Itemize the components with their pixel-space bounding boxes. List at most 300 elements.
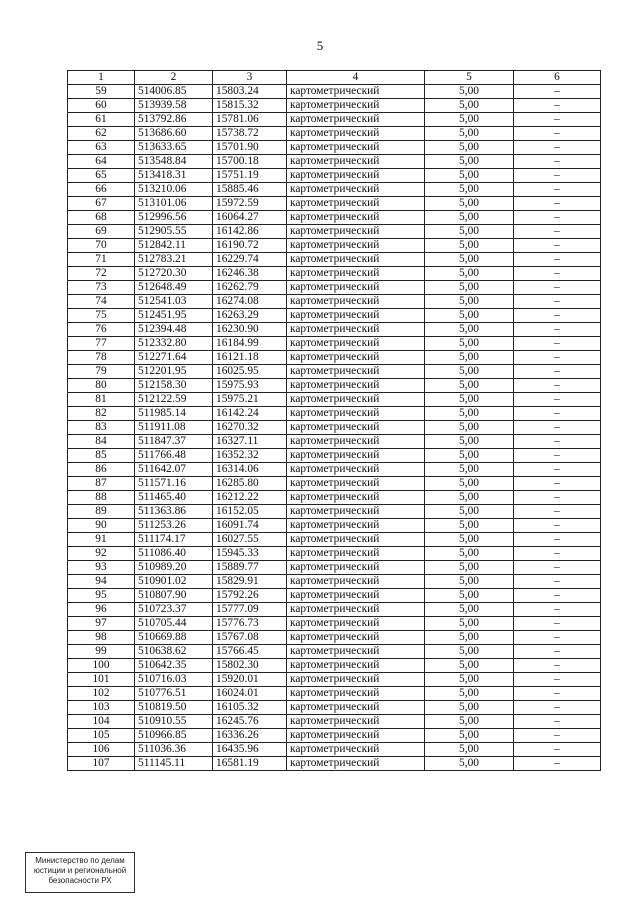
note-cell: – [514,281,601,295]
point-number-cell: 68 [68,211,135,225]
method-cell: картометрический [287,477,425,491]
point-number-cell: 91 [68,533,135,547]
x-coordinate-cell: 512996.56 [135,211,213,225]
point-number-cell: 80 [68,379,135,393]
y-coordinate-cell: 16091.74 [213,519,287,533]
table-row [68,337,601,351]
y-coordinate-cell: 16336.26 [213,729,287,743]
error-cell: 5,00 [425,169,514,183]
point-number-cell: 62 [68,127,135,141]
y-coordinate-cell: 15700.18 [213,155,287,169]
method-cell: картометрический [287,757,425,771]
y-coordinate-cell: 15792.26 [213,589,287,603]
method-cell: картометрический [287,393,425,407]
error-cell: 5,00 [425,519,514,533]
column-header-4: 4 [287,71,425,85]
table-row [68,743,601,757]
method-cell: картометрический [287,687,425,701]
table-row [68,505,601,519]
column-header-5: 5 [425,71,514,85]
coordinates-table [67,70,601,771]
note-cell: – [514,533,601,547]
x-coordinate-cell: 512648.49 [135,281,213,295]
point-number-cell: 85 [68,449,135,463]
method-cell: картометрический [287,645,425,659]
point-number-cell: 84 [68,435,135,449]
x-coordinate-cell: 512451.95 [135,309,213,323]
point-number-cell: 89 [68,505,135,519]
y-coordinate-cell: 16152.05 [213,505,287,519]
note-cell: – [514,617,601,631]
x-coordinate-cell: 513633.65 [135,141,213,155]
note-cell: – [514,757,601,771]
error-cell: 5,00 [425,379,514,393]
x-coordinate-cell: 511363.86 [135,505,213,519]
y-coordinate-cell: 15701.90 [213,141,287,155]
point-number-cell: 77 [68,337,135,351]
table-row [68,183,601,197]
table-row [68,589,601,603]
table-row [68,211,601,225]
y-coordinate-cell: 16314.06 [213,463,287,477]
x-coordinate-cell: 510716.03 [135,673,213,687]
x-coordinate-cell: 512332.80 [135,337,213,351]
error-cell: 5,00 [425,141,514,155]
x-coordinate-cell: 512783.21 [135,253,213,267]
error-cell: 5,00 [425,547,514,561]
method-cell: картометрический [287,463,425,477]
method-cell: картометрический [287,491,425,505]
x-coordinate-cell: 510642.35 [135,659,213,673]
error-cell: 5,00 [425,365,514,379]
note-cell: – [514,85,601,99]
y-coordinate-cell: 15975.21 [213,393,287,407]
x-coordinate-cell: 512905.55 [135,225,213,239]
stamp-line: юстиции и региональной [33,866,127,875]
page-number: 5 [316,38,324,53]
y-coordinate-cell: 15803.24 [213,85,287,99]
error-cell: 5,00 [425,589,514,603]
point-number-cell: 74 [68,295,135,309]
y-coordinate-cell: 16184.99 [213,337,287,351]
table-row [68,127,601,141]
y-coordinate-cell: 16142.24 [213,407,287,421]
error-cell: 5,00 [425,715,514,729]
point-number-cell: 102 [68,687,135,701]
point-number-cell: 93 [68,561,135,575]
note-cell: – [514,337,601,351]
table-row [68,715,601,729]
y-coordinate-cell: 16027.55 [213,533,287,547]
y-coordinate-cell: 16285.80 [213,477,287,491]
table-row [68,673,601,687]
error-cell: 5,00 [425,239,514,253]
error-cell: 5,00 [425,491,514,505]
note-cell: – [514,141,601,155]
x-coordinate-cell: 514006.85 [135,85,213,99]
error-cell: 5,00 [425,687,514,701]
table-row [68,141,601,155]
error-cell: 5,00 [425,463,514,477]
table-row [68,365,601,379]
table-row [68,533,601,547]
error-cell: 5,00 [425,85,514,99]
note-cell: – [514,113,601,127]
method-cell: картометрический [287,99,425,113]
note-cell: – [514,365,601,379]
table-body [68,85,601,771]
point-number-cell: 96 [68,603,135,617]
point-number-cell: 90 [68,519,135,533]
y-coordinate-cell: 15751.19 [213,169,287,183]
error-cell: 5,00 [425,393,514,407]
x-coordinate-cell: 511571.16 [135,477,213,491]
note-cell: – [514,393,601,407]
x-coordinate-cell: 510989.20 [135,561,213,575]
y-coordinate-cell: 15972.59 [213,197,287,211]
x-coordinate-cell: 511911.08 [135,421,213,435]
error-cell: 5,00 [425,267,514,281]
point-number-cell: 70 [68,239,135,253]
y-coordinate-cell: 15738.72 [213,127,287,141]
note-cell: – [514,225,601,239]
table-row [68,519,601,533]
table-row [68,659,601,673]
error-cell: 5,00 [425,197,514,211]
table-row [68,197,601,211]
error-cell: 5,00 [425,505,514,519]
point-number-cell: 69 [68,225,135,239]
x-coordinate-cell: 513418.31 [135,169,213,183]
error-cell: 5,00 [425,155,514,169]
error-cell: 5,00 [425,435,514,449]
point-number-cell: 83 [68,421,135,435]
error-cell: 5,00 [425,561,514,575]
method-cell: картометрический [287,239,425,253]
x-coordinate-cell: 511253.26 [135,519,213,533]
note-cell: – [514,519,601,533]
y-coordinate-cell: 15767.08 [213,631,287,645]
y-coordinate-cell: 16230.90 [213,323,287,337]
table-row [68,253,601,267]
y-coordinate-cell: 16105.32 [213,701,287,715]
table-header-row [68,71,601,85]
point-number-cell: 92 [68,547,135,561]
method-cell: картометрический [287,449,425,463]
y-coordinate-cell: 16246.38 [213,267,287,281]
table-row [68,631,601,645]
note-cell: – [514,295,601,309]
x-coordinate-cell: 510807.90 [135,589,213,603]
point-number-cell: 107 [68,757,135,771]
note-cell: – [514,673,601,687]
y-coordinate-cell: 15815.32 [213,99,287,113]
point-number-cell: 73 [68,281,135,295]
y-coordinate-cell: 15777.09 [213,603,287,617]
method-cell: картометрический [287,435,425,449]
method-cell: картометрический [287,519,425,533]
table-row [68,323,601,337]
error-cell: 5,00 [425,757,514,771]
y-coordinate-cell: 16263.29 [213,309,287,323]
point-number-cell: 106 [68,743,135,757]
x-coordinate-cell: 513939.58 [135,99,213,113]
x-coordinate-cell: 510669.88 [135,631,213,645]
table-row [68,113,601,127]
note-cell: – [514,183,601,197]
method-cell: картометрический [287,575,425,589]
table-row [68,267,601,281]
method-cell: картометрический [287,113,425,127]
note-cell: – [514,239,601,253]
table-row [68,155,601,169]
point-number-cell: 97 [68,617,135,631]
note-cell: – [514,491,601,505]
method-cell: картометрический [287,183,425,197]
table-row [68,295,601,309]
note-cell: – [514,687,601,701]
point-number-cell: 101 [68,673,135,687]
x-coordinate-cell: 512842.11 [135,239,213,253]
y-coordinate-cell: 15889.77 [213,561,287,575]
error-cell: 5,00 [425,351,514,365]
x-coordinate-cell: 511642.07 [135,463,213,477]
method-cell: картометрический [287,743,425,757]
method-cell: картометрический [287,197,425,211]
x-coordinate-cell: 511145.11 [135,757,213,771]
method-cell: картометрический [287,547,425,561]
error-cell: 5,00 [425,729,514,743]
note-cell: – [514,659,601,673]
method-cell: картометрический [287,323,425,337]
y-coordinate-cell: 16581.19 [213,757,287,771]
error-cell: 5,00 [425,659,514,673]
point-number-cell: 99 [68,645,135,659]
method-cell: картометрический [287,659,425,673]
x-coordinate-cell: 512394.48 [135,323,213,337]
table-row [68,85,601,99]
y-coordinate-cell: 15766.45 [213,645,287,659]
method-cell: картометрический [287,673,425,687]
note-cell: – [514,463,601,477]
error-cell: 5,00 [425,99,514,113]
table-row [68,561,601,575]
column-header-1: 1 [68,71,135,85]
y-coordinate-cell: 16435.96 [213,743,287,757]
note-cell: – [514,435,601,449]
note-cell: – [514,211,601,225]
method-cell: картометрический [287,267,425,281]
y-coordinate-cell: 15885.46 [213,183,287,197]
error-cell: 5,00 [425,183,514,197]
error-cell: 5,00 [425,645,514,659]
table-row [68,449,601,463]
y-coordinate-cell: 16262.79 [213,281,287,295]
point-number-cell: 65 [68,169,135,183]
point-number-cell: 82 [68,407,135,421]
note-cell: – [514,603,601,617]
x-coordinate-cell: 510776.51 [135,687,213,701]
point-number-cell: 81 [68,393,135,407]
table-row [68,701,601,715]
y-coordinate-cell: 16245.76 [213,715,287,729]
method-cell: картометрический [287,631,425,645]
x-coordinate-cell: 510723.37 [135,603,213,617]
y-coordinate-cell: 16024.01 [213,687,287,701]
method-cell: картометрический [287,337,425,351]
point-number-cell: 79 [68,365,135,379]
y-coordinate-cell: 16352.32 [213,449,287,463]
note-cell: – [514,99,601,113]
y-coordinate-cell: 16274.08 [213,295,287,309]
method-cell: картометрический [287,729,425,743]
point-number-cell: 103 [68,701,135,715]
note-cell: – [514,715,601,729]
x-coordinate-cell: 513792.86 [135,113,213,127]
method-cell: картометрический [287,225,425,239]
y-coordinate-cell: 15975.93 [213,379,287,393]
error-cell: 5,00 [425,337,514,351]
note-cell: – [514,729,601,743]
table-row [68,421,601,435]
table-row [68,603,601,617]
y-coordinate-cell: 16212.22 [213,491,287,505]
point-number-cell: 64 [68,155,135,169]
y-coordinate-cell: 16229.74 [213,253,287,267]
note-cell: – [514,379,601,393]
point-number-cell: 86 [68,463,135,477]
table-row [68,491,601,505]
x-coordinate-cell: 511086.40 [135,547,213,561]
point-number-cell: 60 [68,99,135,113]
method-cell: картометрический [287,141,425,155]
note-cell: – [514,127,601,141]
error-cell: 5,00 [425,631,514,645]
x-coordinate-cell: 510910.55 [135,715,213,729]
error-cell: 5,00 [425,701,514,715]
column-header-2: 2 [135,71,213,85]
method-cell: картометрический [287,155,425,169]
error-cell: 5,00 [425,575,514,589]
error-cell: 5,00 [425,295,514,309]
method-cell: картометрический [287,281,425,295]
error-cell: 5,00 [425,323,514,337]
error-cell: 5,00 [425,449,514,463]
note-cell: – [514,407,601,421]
table-row [68,477,601,491]
method-cell: картометрический [287,589,425,603]
x-coordinate-cell: 511174.17 [135,533,213,547]
method-cell: картометрический [287,127,425,141]
point-number-cell: 100 [68,659,135,673]
note-cell: – [514,155,601,169]
method-cell: картометрический [287,295,425,309]
note-cell: – [514,449,601,463]
y-coordinate-cell: 15781.06 [213,113,287,127]
method-cell: картометрический [287,603,425,617]
point-number-cell: 98 [68,631,135,645]
x-coordinate-cell: 512122.59 [135,393,213,407]
point-number-cell: 63 [68,141,135,155]
note-cell: – [514,169,601,183]
y-coordinate-cell: 15776.73 [213,617,287,631]
point-number-cell: 76 [68,323,135,337]
note-cell: – [514,309,601,323]
point-number-cell: 61 [68,113,135,127]
stamp-line: Министерство по делам [35,856,125,865]
column-header-3: 3 [213,71,287,85]
point-number-cell: 75 [68,309,135,323]
error-cell: 5,00 [425,617,514,631]
point-number-cell: 71 [68,253,135,267]
table-row [68,463,601,477]
table-row [68,281,601,295]
registration-stamp [25,852,135,893]
error-cell: 5,00 [425,673,514,687]
y-coordinate-cell: 15829.91 [213,575,287,589]
x-coordinate-cell: 512720.30 [135,267,213,281]
note-cell: – [514,267,601,281]
x-coordinate-cell: 512201.95 [135,365,213,379]
table-row [68,169,601,183]
x-coordinate-cell: 510901.02 [135,575,213,589]
x-coordinate-cell: 513548.84 [135,155,213,169]
column-header-6: 6 [514,71,601,85]
x-coordinate-cell: 513686.60 [135,127,213,141]
note-cell: – [514,197,601,211]
x-coordinate-cell: 511985.14 [135,407,213,421]
method-cell: картометрический [287,309,425,323]
point-number-cell: 78 [68,351,135,365]
note-cell: – [514,253,601,267]
note-cell: – [514,421,601,435]
method-cell: картометрический [287,407,425,421]
method-cell: картометрический [287,561,425,575]
method-cell: картометрический [287,169,425,183]
point-number-cell: 105 [68,729,135,743]
note-cell: – [514,631,601,645]
x-coordinate-cell: 512271.64 [135,351,213,365]
x-coordinate-cell: 511847.37 [135,435,213,449]
method-cell: картометрический [287,505,425,519]
method-cell: картометрический [287,253,425,267]
y-coordinate-cell: 16270.32 [213,421,287,435]
error-cell: 5,00 [425,127,514,141]
note-cell: – [514,589,601,603]
method-cell: картометрический [287,533,425,547]
table-row [68,617,601,631]
table-row [68,645,601,659]
note-cell: – [514,477,601,491]
table-row [68,225,601,239]
y-coordinate-cell: 16025.95 [213,365,287,379]
point-number-cell: 95 [68,589,135,603]
note-cell: – [514,561,601,575]
x-coordinate-cell: 512158.30 [135,379,213,393]
x-coordinate-cell: 510705.44 [135,617,213,631]
point-number-cell: 87 [68,477,135,491]
y-coordinate-cell: 16327.11 [213,435,287,449]
method-cell: картометрический [287,211,425,225]
error-cell: 5,00 [425,281,514,295]
method-cell: картометрический [287,701,425,715]
method-cell: картометрический [287,365,425,379]
y-coordinate-cell: 16190.72 [213,239,287,253]
x-coordinate-cell: 511465.40 [135,491,213,505]
x-coordinate-cell: 512541.03 [135,295,213,309]
error-cell: 5,00 [425,603,514,617]
x-coordinate-cell: 513101.06 [135,197,213,211]
